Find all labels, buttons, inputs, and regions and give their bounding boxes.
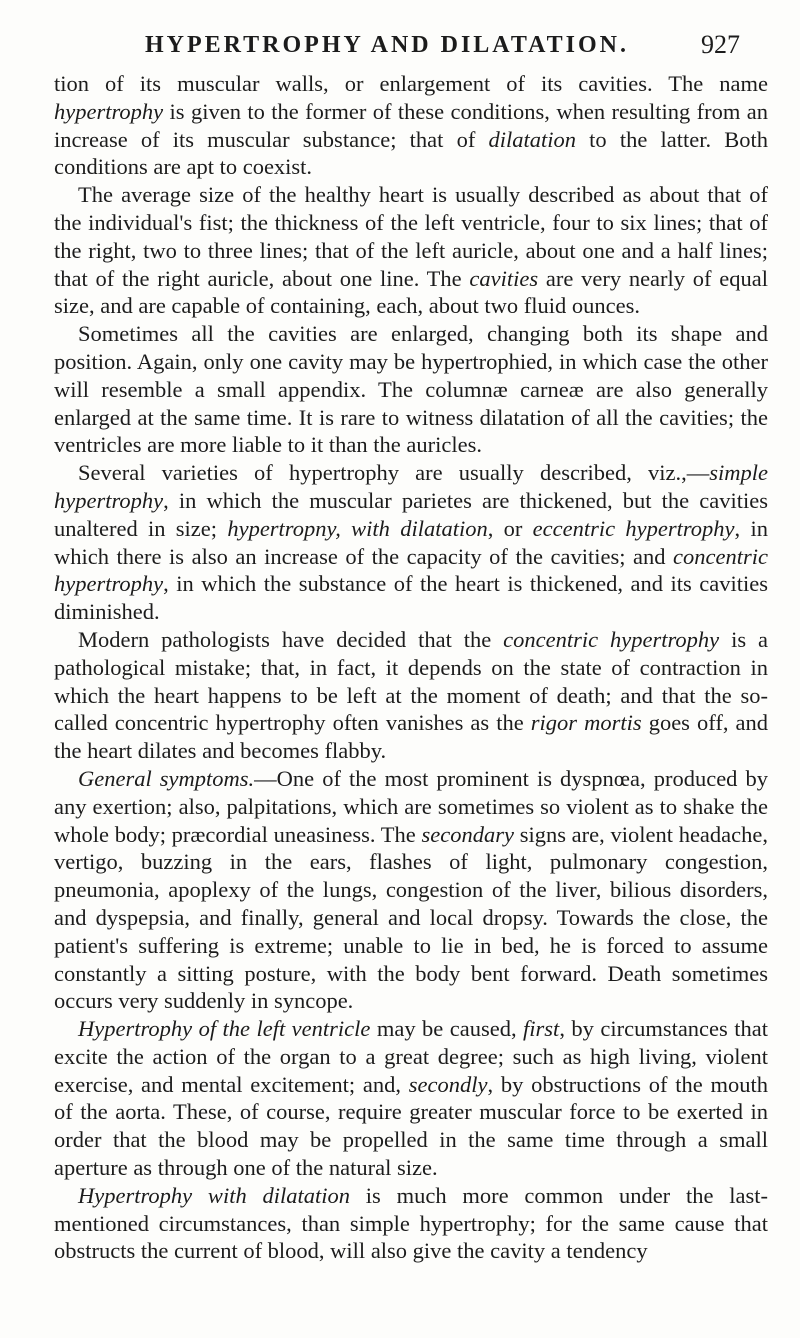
text-run: , or <box>487 515 533 541</box>
paragraph <box>54 70 768 181</box>
page-header <box>0 16 800 62</box>
italic-text: General symptoms. <box>78 765 255 791</box>
italic-text: concentric hypertrophy <box>503 626 720 652</box>
italic-text: secondly <box>408 1071 488 1097</box>
page-number: 927 <box>701 30 740 59</box>
text-run: is a pathological mistake; that, in fact, it depends on the state of contraction in which the heart happens to be left at the moment of death; and that the so-called concentric hypertrophy often vanishes as the <box>54 626 768 736</box>
text-run: is given to the former of these conditions, when resulting from an increase of its muscular substance; that of <box>54 98 768 152</box>
text-run: , in which the substance of the heart is thickened, and its cavities diminished. <box>54 571 768 625</box>
italic-text: secondary <box>421 821 514 847</box>
text-run: , by circumstances that excite the action of the organ to a great degree; such as high living, violent exercise, and mental excitement; and, <box>54 1016 768 1097</box>
italic-text: Hypertrophy of the left ventricle <box>78 1016 371 1042</box>
text-run: , by obstructions of the mouth of the aorta. These, of course, require greater muscular force to be exerted in order that the blood may be propelled in the same time through a small aperture as through one of the natural size. <box>54 1071 768 1181</box>
italic-text: first <box>523 1016 560 1042</box>
text-run: Sometimes all the cavities are enlarged, changing both its shape and position. Again, only one cavity may be hypertrophied, in which case the other will resemble a small appendix. The columnæ carneæ are also generally enlarged at the same time. It is rare to witness dilatation of all the cavities; the ventricles are more liable to it than the auricles. <box>54 321 768 458</box>
text-run: Several varieties of hypertrophy are usually described, viz.,— <box>78 460 710 486</box>
italic-text: cavities <box>469 265 539 291</box>
italic-text: hypertropny, with dilatation <box>227 515 488 541</box>
body-text <box>54 70 768 1265</box>
italic-text: Hypertrophy with dilatation <box>78 1182 350 1208</box>
paragraph <box>54 626 768 765</box>
text-run: , in which there is also an increase of the capacity of the cavities; and <box>54 515 768 569</box>
text-run: —One of the most prominent is dyspnœa, produced by any exertion; also, palpitations, which are sometimes so violent as to shake the whole body; præcordial uneasiness. The <box>54 765 768 847</box>
text-run: are very nearly of equal size, and are capable of containing, each, about two fluid ounces. <box>54 265 768 319</box>
text-run: , in which the muscular parietes are thickened, but the cavities unaltered in size; <box>54 487 768 541</box>
italic-text: simple hypertrophy <box>54 460 768 513</box>
italic-text: concentric hypertrophy <box>54 543 768 597</box>
text-run: to the latter. Both conditions are apt to coexist. <box>54 126 768 180</box>
running-head: HYPERTROPHY AND DILATATION. <box>145 32 629 58</box>
paragraph <box>54 181 768 320</box>
text-run: Modern pathologists have decided that the <box>78 626 504 652</box>
paragraph <box>54 1015 768 1182</box>
text-run: goes off, and the heart dilates and becomes flabby. <box>54 710 768 764</box>
italic-text: eccentric hypertrophy <box>532 515 735 541</box>
italic-text: dilatation <box>488 126 576 152</box>
text-run: signs are, violent headache, vertigo, buzzing in the ears, flashes of light, pulmonary congestion, pneumonia, apoplexy of the lungs, congestion of the liver, bilious disorders, and dyspepsia, and finally, general and local dropsy. Towards the close, the patient's suffering is extreme; unable to lie in bed, he is forced to assume constantly a sitting posture, with the body bent forward. Death sometimes occurs very suddenly in syncope. <box>54 821 768 1014</box>
paragraph <box>54 320 768 459</box>
paragraph <box>54 765 768 1015</box>
paragraph <box>54 459 768 626</box>
text-run: tion of its muscular walls, or enlargement of its cavities. The name <box>54 71 768 96</box>
italic-text: hypertrophy <box>54 98 164 124</box>
text-run: may be caused, <box>370 1016 524 1042</box>
text-run: The average size of the healthy heart is usually described as about that of the individual's fist; the thickness of the left ventricle, four to six lines; that of the right, two to three lines; that of the left auricle, about one and a half lines; that of the right auricle, about one line. The <box>54 182 768 291</box>
italic-text: rigor mortis <box>530 710 642 736</box>
paragraph <box>54 1182 768 1265</box>
text-run: is much more common under the last-mentioned circumstances, than simple hypertrophy; for the same cause that obstructs the current of blood, will also give the cavity a tendency <box>54 1182 768 1264</box>
